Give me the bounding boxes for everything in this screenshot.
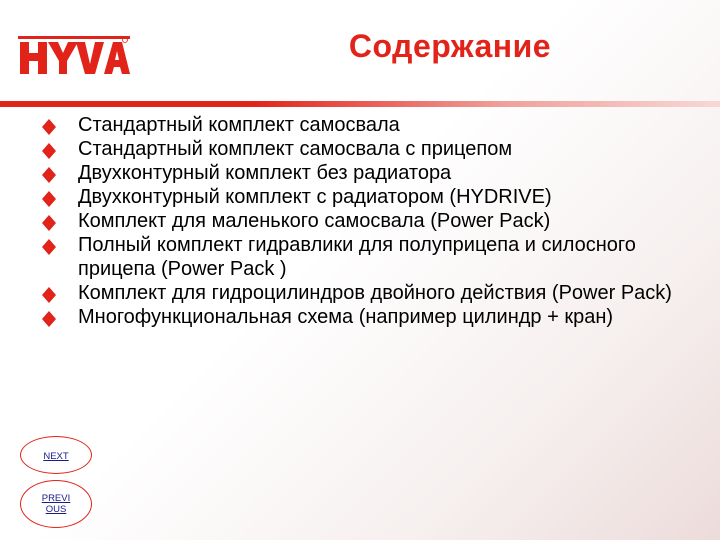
list-item-text: Стандартный комплект самосвала [78,114,400,136]
list-item [40,306,680,330]
list-item-text: Комплект для гидроцилиндров двойного действия (Power Pack) [78,281,672,304]
diamond-bullet-icon [42,167,56,183]
list-item [40,282,680,306]
page-title: Содержание [348,28,552,64]
list-item-text: Многофункциональная схема (например цилиндр + кран) [78,305,614,328]
diamond-bullet-icon [42,191,56,207]
list-item [40,234,680,281]
diamond-bullet-icon [42,143,56,159]
list-item [40,138,680,162]
list-item-text: Полный комплект гидравлики для полуприцепа и силосного прицепа (Power Pack ) [78,234,636,280]
list-item [40,210,680,234]
list-item-text: Комплект для маленького самосвала (Power Pack) [78,210,551,232]
diamond-bullet-icon [42,119,56,135]
list-item-text: Двухконтурный комплект без радиатора [78,162,452,184]
diamond-bullet-icon [42,287,56,303]
diamond-bullet-icon [42,311,56,327]
diamond-bullet-icon [42,215,56,231]
list-item [40,162,680,186]
list-item-text: Двухконтурный комплект с радиатором (HYDRIVE) [78,186,552,208]
list-item [40,186,680,210]
title-divider [0,101,720,107]
diamond-bullet-icon [42,239,56,255]
list-item-text: Стандартный комплект самосвала с прицепом [78,138,513,160]
list-item [40,114,680,138]
hyva-logo [18,34,130,76]
previous-button[interactable]: PREVIOUS [20,480,92,528]
next-button[interactable]: NEXT [20,436,92,474]
contents-list [40,114,680,330]
